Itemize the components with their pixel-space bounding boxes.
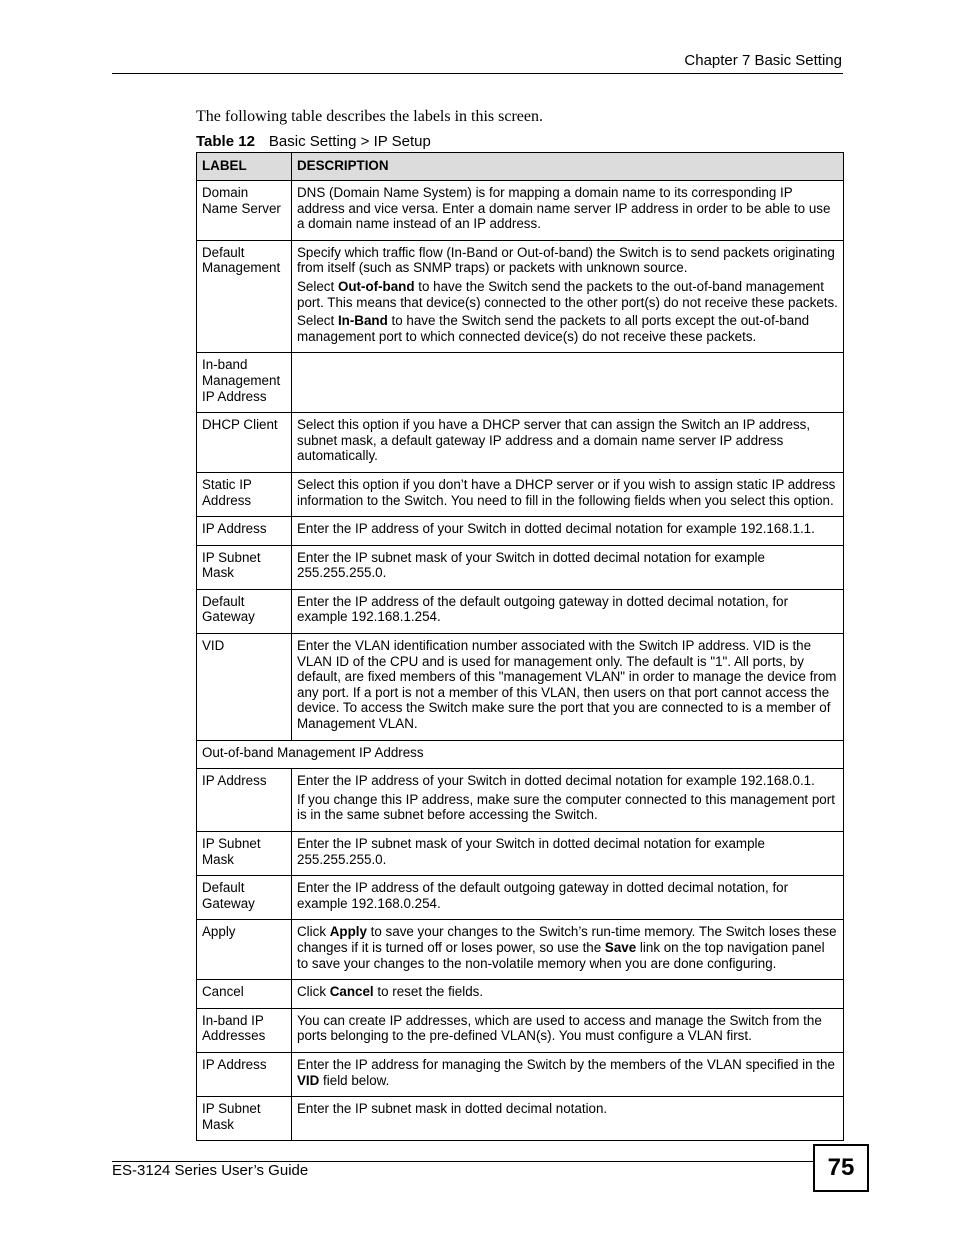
label-cell: Default Gateway [197,876,292,920]
description-paragraph: Click Cancel to reset the fields. [297,984,484,1000]
label-cell: Default Gateway [197,589,292,633]
description-cell [292,472,844,516]
description-paragraph: Enter the IP subnet mask of your Switch in dotted decimal notation for example 255.255.255.0. [297,549,765,581]
label-cell: DHCP Client [197,413,292,473]
table-row [197,181,844,241]
label-cell: Domain Name Server [197,181,292,241]
description-paragraph: Enter the IP subnet mask in dotted decimal notation. [297,1101,608,1117]
table-row [197,589,844,633]
header-divider [112,73,843,74]
description-table [196,152,844,1141]
table-row [197,1008,844,1052]
description-cell [292,589,844,633]
label-cell: IP Address [197,517,292,546]
description-cell [292,920,844,980]
table-row [197,876,844,920]
description-cell [292,1097,844,1141]
section-label-cell: Out-of-band Management IP Address [197,740,844,769]
label-cell: Cancel [197,980,292,1009]
description-paragraph: Select this option if you have a DHCP server that can assign the Switch an IP address, subnet mask, a default gateway IP address and a domain name server IP address automatically. [297,417,811,464]
label-cell: IP Subnet Mask [197,545,292,589]
description-cell [292,769,844,832]
description-paragraph: DNS (Domain Name System) is for mapping a domain name to its corresponding IP address and vice versa. Enter a domain name server IP address in order to be able to use a domain name instead of an IP address. [297,185,831,232]
chapter-header: Chapter 7 Basic Setting [684,52,842,69]
description-paragraph: Enter the IP address of the default outgoing gateway in dotted decimal notation, for example 192.168.1.254. [297,593,789,625]
description-cell [292,517,844,546]
description-paragraph: Select this option if you don’t have a DHCP server or if you wish to assign static IP address information to the Switch. You need to fill in the following fields when you select this option. [297,476,836,508]
label-cell: IP Subnet Mask [197,832,292,876]
table-row [197,634,844,741]
label-cell: In-band IP Addresses [197,1008,292,1052]
table-row [197,472,844,516]
description-paragraph: Enter the IP address of your Switch in dotted decimal notation for example 192.168.0.1. [297,773,815,789]
table-row [197,740,844,769]
label-cell: Static IP Address [197,472,292,516]
label-cell: IP Subnet Mask [197,1097,292,1141]
description-paragraph: Enter the IP address for managing the Switch by the members of the VLAN specified in the VID field below. [297,1056,835,1088]
description-cell [292,353,844,413]
description-cell [292,181,844,241]
description-paragraph: If you change this IP address, make sure the computer connected to this management port is in the same subnet before accessing the Switch. [297,791,835,823]
table-row [197,1052,844,1096]
label-cell: IP Address [197,1052,292,1096]
description-cell [292,545,844,589]
description-cell [292,980,844,1009]
table-header-row [197,153,844,181]
table-row [197,545,844,589]
table-caption [196,133,431,150]
page-number: 75 [813,1144,869,1192]
table-row [197,353,844,413]
header-label: LABEL [197,153,292,181]
description-paragraph: You can create IP addresses, which are used to access and manage the Switch from the ports belonging to the pre-defined VLAN(s). You must configure a VLAN first. [297,1012,822,1044]
description-paragraph: Enter the VLAN identification number associated with the Switch IP address. VID is the VLAN ID of the CPU and is used for management only. The default is "1". All ports, by default, are fixed members of this "management VLAN" in order to manage the device from any port. If a port is not a member of this VLAN, then users on that port cannot access the device. To access the Switch make sure the port that you are connected to is a member of Management VLAN. [297,638,837,732]
description-cell [292,634,844,741]
description-paragraph: Enter the IP subnet mask of your Switch in dotted decimal notation for example 255.255.255.0. [297,836,765,867]
label-cell: VID [197,634,292,741]
description-cell [292,876,844,920]
description-cell [292,240,844,353]
description-cell [292,1008,844,1052]
description-paragraph: Specify which traffic flow (In-Band or Out-of-band) the Switch is to send packets originating from itself (such as SNMP traps) or packets with unknown source. [297,244,835,276]
label-cell: In-band Management IP Address [197,353,292,413]
description-paragraph: Select In-Band to have the Switch send the packets to all ports except the out-of-band management port to which connected device(s) do not receive these packets. [297,313,810,344]
table-row [197,769,844,832]
label-cell: Default Management [197,240,292,353]
header-description: DESCRIPTION [292,153,844,181]
description-paragraph: Enter the IP address of your Switch in dotted decimal notation for example 192.168.1.1. [297,521,815,537]
table-row [197,832,844,876]
table-row [197,1097,844,1141]
description-paragraph: Enter the IP address of the default outgoing gateway in dotted decimal notation, for example 192.168.0.254. [297,880,789,911]
label-cell: IP Address [197,769,292,832]
table-row [197,240,844,353]
description-paragraph: Click Apply to save your changes to the Switch’s run-time memory. The Switch loses these changes if it is turned off or loses power, so use the Save link on the top navigation panel to save your changes to the non-volatile memory when you are done configuring. [297,924,837,971]
description-cell [292,413,844,473]
table-row [197,980,844,1009]
table-caption-title: Basic Setting > IP Setup [268,133,431,150]
description-cell [292,832,844,876]
guide-title: ES-3124 Series User’s Guide [112,1162,309,1179]
table-body [197,181,844,1141]
table-row [197,517,844,546]
table-row [197,413,844,473]
description-cell [292,1052,844,1096]
intro-paragraph: The following table describes the labels in this screen. [196,108,544,125]
description-paragraph: Select Out-of-band to have the Switch send the packets to the out-of-band management port. This means that device(s) connected to the other port(s) do not receive these packets. [297,278,838,310]
table-row [197,920,844,980]
table-caption-number: Table 12 [196,133,255,150]
label-cell: Apply [197,920,292,980]
